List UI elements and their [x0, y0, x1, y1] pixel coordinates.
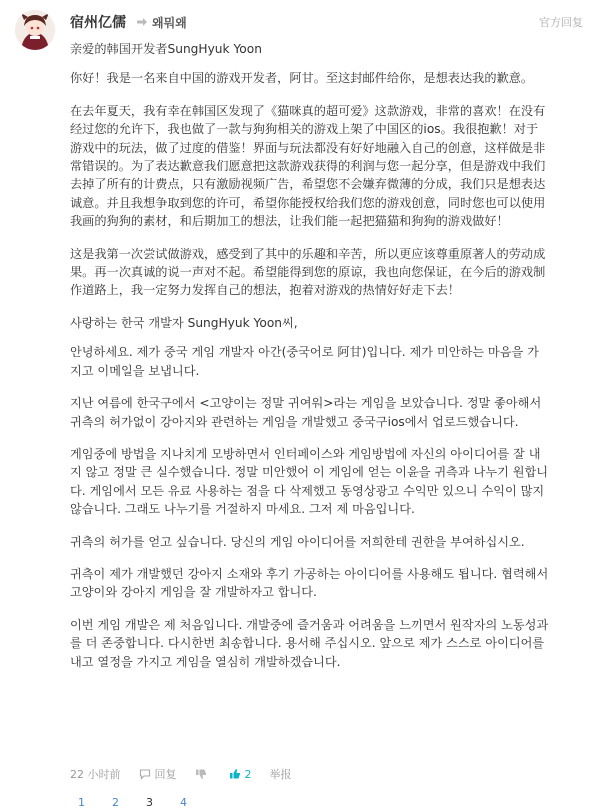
page-link-1[interactable]: 1	[78, 796, 85, 809]
reply-target-name[interactable]: 왜뭐왜	[152, 15, 187, 30]
comment-bubble-icon	[139, 768, 151, 780]
kr-paragraph-6: 이번 게임 개발은 제 처음입니다. 개발중에 즐거움과 어려움을 느끼면서 원작자의 노동성과를 더 존중합니다. 다시한번 최송합니다. 용서해 주십시오. 앞으로 제가 스스로 아이디어를 내고 열정을 가지고 게임을 열심히 개발하겠습니다.	[70, 617, 549, 669]
avatar-image	[15, 10, 55, 50]
page-link-4[interactable]: 4	[180, 796, 187, 809]
like-button[interactable]	[229, 768, 252, 781]
page-link-2[interactable]: 2	[112, 796, 119, 809]
like-count: 2	[244, 767, 252, 781]
thumbs-up-icon	[229, 768, 241, 780]
comment-header	[70, 12, 583, 32]
cn-paragraph-1: 你好！我是一名来自中国的游戏开发者，阿甘。至这封邮件给你，是想表达我的歉意。	[70, 71, 534, 86]
timestamp: 22 小时前	[70, 768, 121, 781]
kr-paragraph-2: 지난 여름에 한국구에서 <고양이는 정말 귀여워>라는 게임을 보았습니다. 정말 좋아해서 귀측의 허가없이 강아지와 관련하는 게임을 개발했고 중국구ios에서 업로드했습니다.	[70, 396, 542, 429]
cn-paragraph-3: 这是我第一次尝试做游戏，感受到了其中的乐趣和辛苦，所以更应该尊重原著人的劳动成果。再一次真诚的说一声对不起。希望能得到您的原谅，我也向您保证，在今后的游戏制作道路上，我一定努力发挥自己的想法，抱着对游戏的热情好好走下去！	[70, 246, 546, 298]
cn-paragraph-2: 在去年夏天，我有幸在韩国区发现了《猫咪真的超可爱》这款游戏，非常的喜欢！在没有经过您的允许下，我也做了一款与狗狗相关的游戏上架了中国区的ios。我很抱歉！对于游戏中的玩法，做了过度的借鉴！界面与玩法都没有好好地融入自己的创意，这样做是非常错误的。为了表达歉意我们愿意把这款游戏获得的利润与您一起分享，但是游戏中我们去掉了所有的计费点，只有激励视频广告，希望您不会嫌弃微薄的分成，我们只是想表达诚意。并且我想争取到您的许可，希望你能授权给我们您的游戏创意，同时您也可以使用我画的狗狗的素材，和后期加工的想法，让我们能一起把猫猫和狗狗的游戏做好！	[70, 103, 546, 229]
author-name[interactable]: 宿州亿儒	[70, 15, 126, 31]
kr-paragraph-3: 게임중에 방법을 지나치게 모방하면서 인터페이스와 게임방법에 자신의 아이디어를 잘 내지 않고 정말 큰 실수했습니다. 정말 미안했어 이 게임에 얻는 이윤을 귀측과 나누기 원합니다. 게임에서 모든 유료 사용하는 점을 다 삭제했고 동영상광고 수익만 있으니 수익이 많지 않습니다. 그래도 나누기를 거절하지 마세요. 그저 제 마음입니다.	[70, 446, 549, 517]
kr-salutation: 사랑하는 한국 개발자 SungHyuk Yoon씨,	[70, 315, 298, 330]
thumbs-down-icon	[195, 768, 207, 780]
pagination	[78, 796, 214, 810]
reply-button[interactable]	[139, 766, 177, 782]
cn-salutation: 亲爱的韩国开发者SungHyuk Yoon	[70, 42, 262, 56]
arrow-right-icon	[136, 16, 148, 28]
comment-footer	[70, 766, 310, 782]
report-button[interactable]: 举报	[269, 768, 292, 781]
avatar[interactable]	[15, 10, 55, 50]
reply-label: 回复	[154, 768, 177, 781]
page-current-3: 3	[146, 796, 153, 809]
kr-paragraph-1: 안녕하세요. 제가 중국 게임 개발자 아간(중국어로 阿甘)입니다. 제가 미안하는 마음을 가지고 이메일을 보냅니다.	[70, 345, 539, 378]
official-reply-label: 官方回复	[539, 16, 583, 29]
kr-paragraph-5: 귀측이 제가 개발했던 강아지 소재와 후기 가공하는 아이디어를 사용해도 됩니다. 협력해서 고양이와 강아지 게임을 잘 개발하자고 합니다.	[70, 566, 549, 600]
kr-paragraph-4: 귀측의 허가를 얻고 싶습니다. 당신의 게임 아이디어를 저희한테 권한을 부여하십시오.	[70, 534, 525, 549]
comment-body	[70, 40, 550, 685]
dislike-button[interactable]	[195, 768, 211, 780]
